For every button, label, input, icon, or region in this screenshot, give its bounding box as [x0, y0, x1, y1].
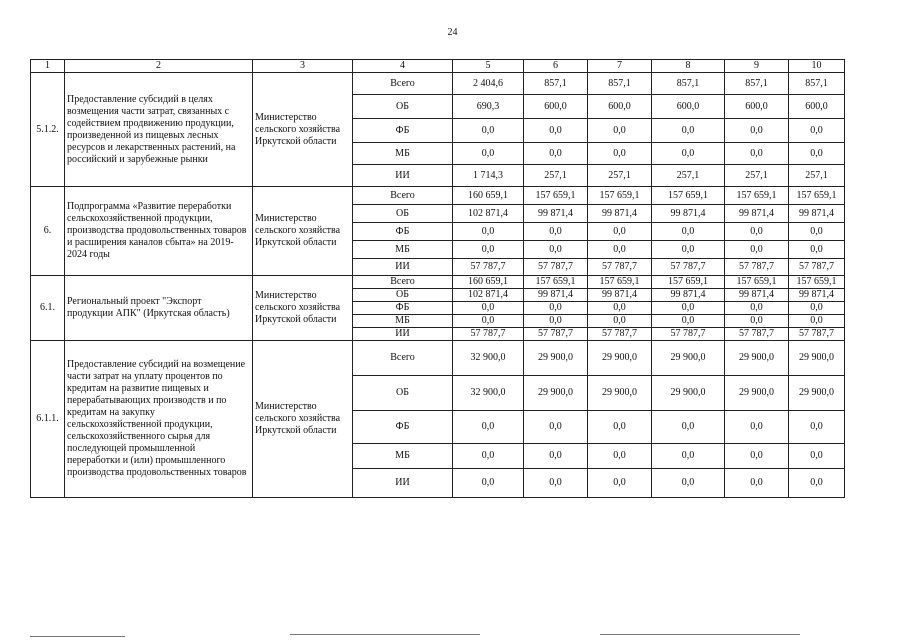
amount-cell: 57 787,7 [789, 259, 845, 276]
amount-cell: 0,0 [652, 241, 725, 259]
amount-cell: 57 787,7 [725, 328, 789, 341]
amount-cell: 29 900,0 [789, 341, 845, 376]
amount-cell: 0,0 [453, 469, 524, 498]
amount-cell: 99 871,4 [588, 205, 652, 223]
amount-cell: 2 404,6 [453, 73, 524, 95]
amount-cell: 157 659,1 [588, 276, 652, 289]
column-header: 4 [353, 60, 453, 73]
amount-cell: 0,0 [588, 302, 652, 315]
table-row [31, 187, 845, 205]
amount-cell: 32 900,0 [453, 341, 524, 376]
funding-source: ИИ [353, 469, 453, 498]
funding-source: МБ [353, 315, 453, 328]
funding-source: МБ [353, 143, 453, 165]
amount-cell: 600,0 [789, 95, 845, 119]
funding-source: ОБ [353, 95, 453, 119]
amount-cell: 0,0 [652, 223, 725, 241]
table-row [31, 341, 845, 376]
funding-source: ФБ [353, 119, 453, 143]
item-name: Предоставление субсидий в целях возмещения части затрат, связанных с содействием продвижению продукции, произведенной из пищевых лесных ресурсов и лекарственных растений, на российский и зарубежные рынки [65, 73, 253, 187]
amount-cell: 99 871,4 [652, 289, 725, 302]
amount-cell: 29 900,0 [524, 341, 588, 376]
funding-source: Всего [353, 73, 453, 95]
amount-cell: 157 659,1 [588, 187, 652, 205]
item-code: 6.1.1. [31, 341, 65, 498]
amount-cell: 0,0 [588, 241, 652, 259]
amount-cell: 0,0 [789, 469, 845, 498]
amount-cell: 0,0 [652, 143, 725, 165]
amount-cell: 57 787,7 [725, 259, 789, 276]
amount-cell: 0,0 [789, 119, 845, 143]
amount-cell: 0,0 [453, 315, 524, 328]
amount-cell: 29 900,0 [725, 376, 789, 411]
amount-cell: 0,0 [524, 143, 588, 165]
amount-cell: 57 787,7 [652, 259, 725, 276]
amount-cell: 0,0 [652, 302, 725, 315]
amount-cell: 99 871,4 [524, 205, 588, 223]
funding-source: ИИ [353, 328, 453, 341]
amount-cell: 102 871,4 [453, 205, 524, 223]
item-code: 5.1.2. [31, 73, 65, 187]
amount-cell: 0,0 [524, 411, 588, 444]
amount-cell: 0,0 [789, 241, 845, 259]
table-row [31, 73, 845, 95]
amount-cell: 157 659,1 [652, 187, 725, 205]
amount-cell: 0,0 [588, 119, 652, 143]
amount-cell: 257,1 [588, 165, 652, 187]
funding-source: Всего [353, 187, 453, 205]
amount-cell: 57 787,7 [453, 259, 524, 276]
amount-cell: 57 787,7 [789, 328, 845, 341]
amount-cell: 57 787,7 [524, 259, 588, 276]
amount-cell: 0,0 [588, 143, 652, 165]
column-header: 8 [652, 60, 725, 73]
funding-source: Всего [353, 341, 453, 376]
funding-source: МБ [353, 444, 453, 469]
amount-cell: 600,0 [588, 95, 652, 119]
amount-cell: 157 659,1 [725, 187, 789, 205]
amount-cell: 0,0 [725, 302, 789, 315]
amount-cell: 0,0 [524, 223, 588, 241]
amount-cell: 0,0 [652, 469, 725, 498]
funding-source: ИИ [353, 259, 453, 276]
column-header: 9 [725, 60, 789, 73]
funding-source: ОБ [353, 376, 453, 411]
funding-source: МБ [353, 241, 453, 259]
amount-cell: 99 871,4 [789, 205, 845, 223]
amount-cell: 857,1 [789, 73, 845, 95]
amount-cell: 29 900,0 [652, 376, 725, 411]
amount-cell: 1 714,3 [453, 165, 524, 187]
amount-cell: 157 659,1 [725, 276, 789, 289]
amount-cell: 0,0 [453, 119, 524, 143]
amount-cell: 0,0 [652, 315, 725, 328]
item-executor: Министерство сельского хозяйства Иркутской области [253, 341, 353, 498]
amount-cell: 102 871,4 [453, 289, 524, 302]
amount-cell: 0,0 [588, 223, 652, 241]
amount-cell: 32 900,0 [453, 376, 524, 411]
amount-cell: 0,0 [789, 411, 845, 444]
column-header: 10 [789, 60, 845, 73]
scan-mark [30, 636, 125, 637]
amount-cell: 99 871,4 [725, 205, 789, 223]
scan-mark [600, 634, 800, 635]
amount-cell: 0,0 [652, 119, 725, 143]
funding-source: Всего [353, 276, 453, 289]
amount-cell: 0,0 [789, 315, 845, 328]
amount-cell: 160 659,1 [453, 187, 524, 205]
amount-cell: 857,1 [652, 73, 725, 95]
amount-cell: 0,0 [453, 411, 524, 444]
column-header: 5 [453, 60, 524, 73]
amount-cell: 257,1 [652, 165, 725, 187]
amount-cell: 57 787,7 [652, 328, 725, 341]
amount-cell: 0,0 [524, 315, 588, 328]
amount-cell: 99 871,4 [789, 289, 845, 302]
funding-source: ОБ [353, 205, 453, 223]
funding-source: ИИ [353, 165, 453, 187]
amount-cell: 99 871,4 [588, 289, 652, 302]
item-code: 6.1. [31, 276, 65, 341]
amount-cell: 0,0 [524, 469, 588, 498]
amount-cell: 157 659,1 [789, 276, 845, 289]
amount-cell: 0,0 [588, 444, 652, 469]
amount-cell: 0,0 [453, 444, 524, 469]
item-name: Подпрограмма «Развитие переработки сельскохозяйственной продукции, производства продовольственных товаров и расширения каналов сбыта» на 2019-2024 годы [65, 187, 253, 276]
funding-source: ОБ [353, 289, 453, 302]
amount-cell: 0,0 [524, 119, 588, 143]
item-executor: Министерство сельского хозяйства Иркутской области [253, 276, 353, 341]
amount-cell: 257,1 [524, 165, 588, 187]
amount-cell: 99 871,4 [524, 289, 588, 302]
amount-cell: 157 659,1 [524, 187, 588, 205]
amount-cell: 0,0 [453, 241, 524, 259]
scan-mark [290, 634, 480, 635]
item-executor: Министерство сельского хозяйства Иркутской области [253, 187, 353, 276]
amount-cell: 0,0 [789, 302, 845, 315]
amount-cell: 857,1 [524, 73, 588, 95]
amount-cell: 0,0 [652, 411, 725, 444]
amount-cell: 0,0 [524, 444, 588, 469]
item-code: 6. [31, 187, 65, 276]
column-header: 6 [524, 60, 588, 73]
amount-cell: 600,0 [524, 95, 588, 119]
header-row [31, 60, 845, 73]
amount-cell: 0,0 [725, 223, 789, 241]
amount-cell: 99 871,4 [725, 289, 789, 302]
amount-cell: 160 659,1 [453, 276, 524, 289]
amount-cell: 0,0 [453, 223, 524, 241]
column-header: 2 [65, 60, 253, 73]
amount-cell: 57 787,7 [588, 259, 652, 276]
amount-cell: 0,0 [453, 143, 524, 165]
amount-cell: 57 787,7 [588, 328, 652, 341]
item-executor: Министерство сельского хозяйства Иркутской области [253, 73, 353, 187]
amount-cell: 0,0 [725, 241, 789, 259]
item-name: Предоставление субсидий на возмещение части затрат на уплату процентов по кредитам на развитие пищевых и перерабатывающих производств и по кредитам на закупку сельскохозяйственной продукции, сельскохозяйственного сырья для последующей промышленной переработки и (или) промышленного производства продовольственных товаров [65, 341, 253, 498]
amount-cell: 0,0 [453, 302, 524, 315]
amount-cell: 857,1 [588, 73, 652, 95]
amount-cell: 857,1 [725, 73, 789, 95]
amount-cell: 0,0 [652, 444, 725, 469]
amount-cell: 0,0 [588, 315, 652, 328]
table-row [31, 276, 845, 289]
amount-cell: 0,0 [588, 411, 652, 444]
amount-cell: 29 900,0 [588, 376, 652, 411]
funding-source: ФБ [353, 302, 453, 315]
amount-cell: 257,1 [725, 165, 789, 187]
column-header: 3 [253, 60, 353, 73]
amount-cell: 0,0 [725, 119, 789, 143]
amount-cell: 29 900,0 [725, 341, 789, 376]
amount-cell: 29 900,0 [524, 376, 588, 411]
amount-cell: 0,0 [725, 444, 789, 469]
budget-table [30, 59, 845, 498]
amount-cell: 0,0 [725, 315, 789, 328]
amount-cell: 29 900,0 [588, 341, 652, 376]
amount-cell: 57 787,7 [453, 328, 524, 341]
amount-cell: 29 900,0 [652, 341, 725, 376]
amount-cell: 0,0 [789, 223, 845, 241]
amount-cell: 99 871,4 [652, 205, 725, 223]
amount-cell: 690,3 [453, 95, 524, 119]
amount-cell: 0,0 [789, 444, 845, 469]
amount-cell: 600,0 [652, 95, 725, 119]
amount-cell: 257,1 [789, 165, 845, 187]
amount-cell: 0,0 [524, 302, 588, 315]
amount-cell: 57 787,7 [524, 328, 588, 341]
column-header: 7 [588, 60, 652, 73]
amount-cell: 0,0 [725, 411, 789, 444]
amount-cell: 157 659,1 [789, 187, 845, 205]
page-number: 24 [447, 27, 458, 38]
amount-cell: 0,0 [588, 469, 652, 498]
amount-cell: 0,0 [789, 143, 845, 165]
amount-cell: 157 659,1 [524, 276, 588, 289]
amount-cell: 0,0 [725, 143, 789, 165]
amount-cell: 157 659,1 [652, 276, 725, 289]
amount-cell: 0,0 [524, 241, 588, 259]
amount-cell: 600,0 [725, 95, 789, 119]
item-name: Региональный проект "Экспорт продукции АПК" (Иркутская область) [65, 276, 253, 341]
amount-cell: 0,0 [725, 469, 789, 498]
funding-source: ФБ [353, 223, 453, 241]
column-header: 1 [31, 60, 65, 73]
amount-cell: 29 900,0 [789, 376, 845, 411]
funding-source: ФБ [353, 411, 453, 444]
